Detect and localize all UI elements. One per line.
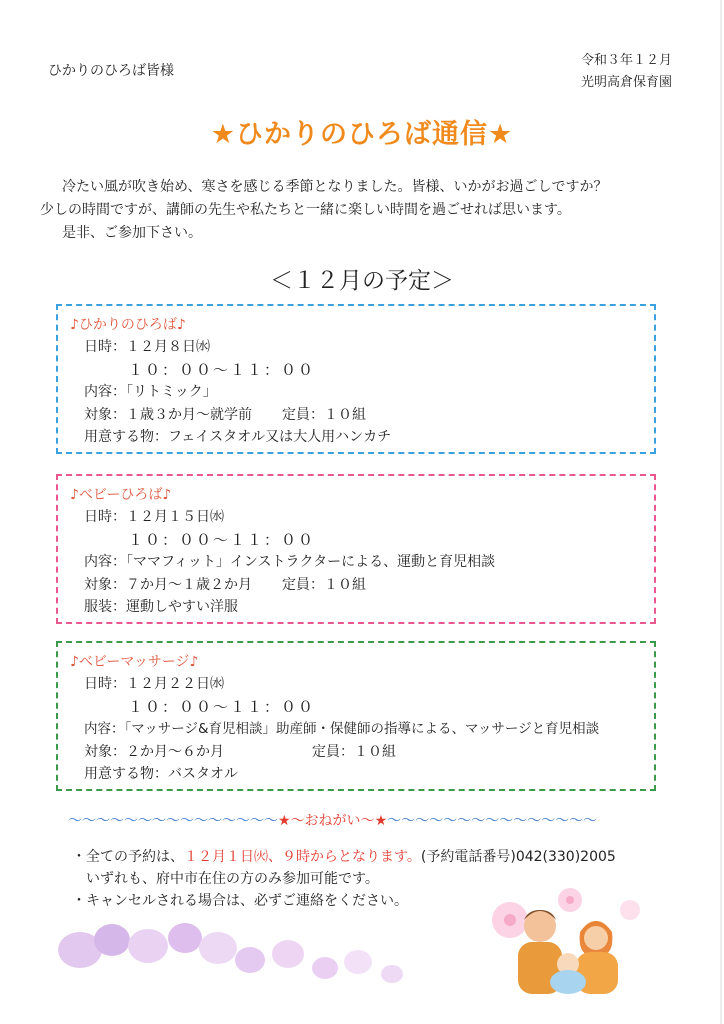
note-residency: いずれも、府中市在住の方のみ参加可能です。 xyxy=(86,871,379,887)
event-box-baby-hiroba xyxy=(56,474,656,624)
bubble-decoration xyxy=(58,923,403,983)
request-divider xyxy=(68,810,658,830)
issue-date: 令和３年１２月 xyxy=(580,53,672,68)
event-date: 日時：１２月８日㈬ xyxy=(84,339,210,355)
flower-decoration xyxy=(492,888,640,938)
scan-edge xyxy=(720,0,722,1024)
star-icon: ★ xyxy=(374,813,388,829)
event-box-baby-massage xyxy=(56,641,656,791)
event-target-row xyxy=(84,574,495,597)
event-content: 内容：「リトミック」 xyxy=(84,384,217,400)
event-target: 対象：７か月～１歳２か月 xyxy=(84,576,252,593)
event-capacity: 定員：１０組 xyxy=(282,576,366,593)
intro-line: 冷たい風が吹き始め、寒さを感じる季節となりました。皆様、いかがお過ごしですか？ xyxy=(62,179,608,195)
event-target-row xyxy=(84,741,599,764)
note-highlight: １２月１日㈫、９時からとなります。 xyxy=(184,849,421,865)
wave-left: ～～～～～～～～～～～～～～～ xyxy=(68,813,278,829)
intro-line: 少しの時間ですが、講師の先生や私たちと一緒に楽しい時間を過ごせれば思います。 xyxy=(40,202,571,218)
note-reservation xyxy=(72,846,616,868)
event-title: ♪ベビーひろば♪ xyxy=(70,487,172,503)
event-capacity: 定員：１０組 xyxy=(312,743,396,760)
event-target: 対象：２か月～６か月 xyxy=(84,743,224,760)
event-time: １０：００～１１：００ xyxy=(128,360,316,379)
note-cancel: ・キャンセルされる場合は、必ずご連絡をください。 xyxy=(72,893,408,909)
intro-text xyxy=(40,176,700,245)
event-date: 日時：１２月２２日㈬ xyxy=(84,676,224,692)
note-phone: (予約電話番号)042(330)2005 xyxy=(420,849,616,865)
event-capacity: 定員：１０組 xyxy=(282,406,366,423)
event-time: １０：００～１１：００ xyxy=(128,697,316,716)
event-time: １０：００～１１：００ xyxy=(128,530,316,549)
note-prefix: ・全ての予約は、 xyxy=(72,849,184,865)
event-content: 内容：「マッサージ&育児相談」助産師・保健師の指導による、マッサージと育児相談 xyxy=(84,721,600,737)
wave-right: ～～～～～～～～～～～～～～～ xyxy=(387,813,598,829)
issue-meta xyxy=(581,50,672,94)
star-icon: ★ xyxy=(278,813,291,829)
event-target: 対象：１歳３か月～就学前 xyxy=(84,406,252,423)
intro-line: 是非、ご参加下さい。 xyxy=(62,225,202,241)
event-title: ♪ひかりのひろば♪ xyxy=(70,317,186,333)
event-items: 用意する物：バスタオル xyxy=(84,766,238,782)
event-items: 用意する物：フェイスタオル又は大人用ハンカチ xyxy=(84,429,392,445)
request-label: ～おねがい～ xyxy=(290,813,375,829)
event-date: 日時：１２月１５日㈬ xyxy=(84,509,224,525)
event-box-hikari-hiroba xyxy=(56,304,656,454)
event-content: 内容：「ママフィット」インストラクターによる、運動と育児相談 xyxy=(84,554,496,570)
event-target-row xyxy=(84,404,391,427)
family-illustration xyxy=(518,910,618,994)
decoration-illustration xyxy=(40,880,680,1000)
event-title: ♪ベビーマッサージ♪ xyxy=(70,654,199,670)
schedule-heading: ＜１２月の予定＞ xyxy=(270,268,454,294)
organization-name: 光明高倉保育園 xyxy=(580,75,672,90)
addressee: ひかりのひろば皆様 xyxy=(48,63,174,79)
event-clothing: 服装：運動しやすい洋服 xyxy=(84,599,238,615)
newsletter-title: ★ひかりのひろば通信★ xyxy=(210,119,514,150)
